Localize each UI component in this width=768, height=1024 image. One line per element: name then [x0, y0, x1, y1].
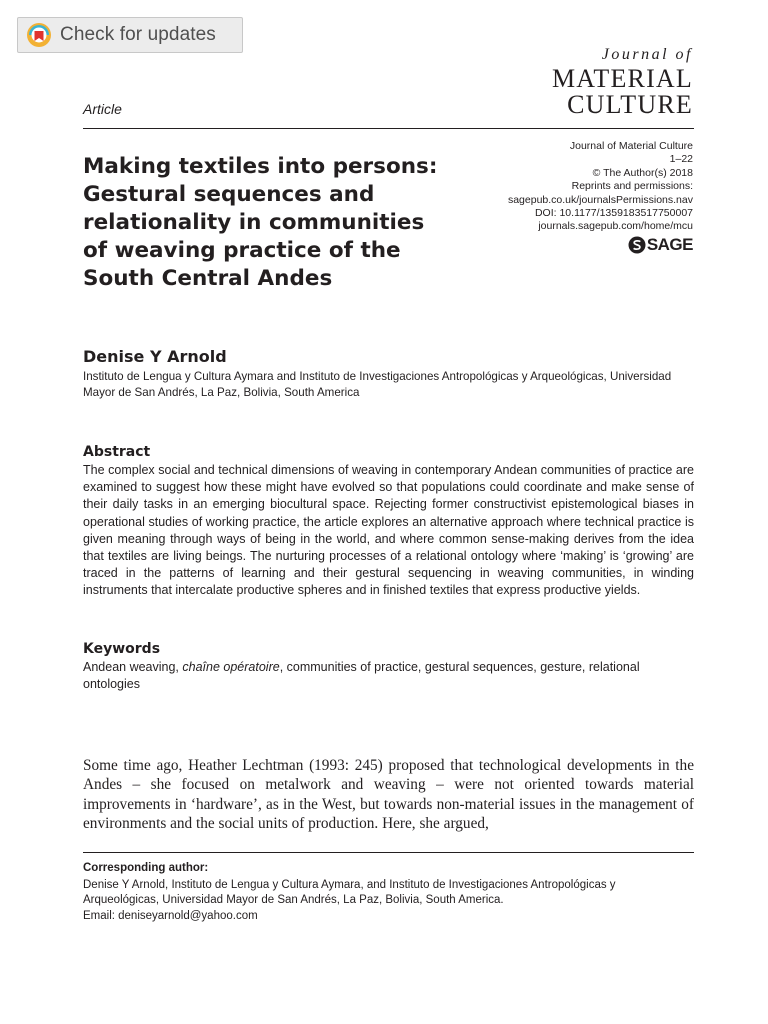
title-line: Gestural sequences and [83, 182, 375, 207]
journal-of-text: Journal of [601, 46, 693, 63]
meta-doi[interactable]: DOI: 10.1177/1359183517750007 [534, 207, 693, 220]
sage-s-icon [628, 236, 646, 254]
crossmark-icon [26, 22, 52, 48]
keywords-italic-term: chaîne opératoire [182, 660, 280, 674]
keywords-text [83, 659, 694, 693]
sage-wordmark: SAGE [646, 235, 693, 254]
corresponding-author-address: Denise Y Arnold, Instituto de Lengua y Cultura Aymara, and Instituto de Investigaciones Antropológicas y Arqueológicas, Universidad Mayor de San Andrés, La Paz, Bolivia, South America. [83, 879, 616, 907]
author-name: Denise Y Arnold [83, 347, 227, 366]
header-divider [83, 128, 694, 129]
journal-title-line1: MATERIAL [551, 64, 693, 93]
check-for-updates-button[interactable] [17, 17, 243, 53]
body-paragraph: Some time ago, Heather Lechtman (1993: 245) proposed that technological developments in the Andes – she focused on metalwork and weaving – were not oriented towards material improvements in ‘hardware’, as in the West, but towards non-material issues in the management of environments and the social units of production. Here, she argued, [83, 757, 694, 832]
meta-journal-link[interactable]: journals.sagepub.com/home/mcu [538, 220, 693, 233]
title-line: Making textiles into persons: [83, 154, 438, 179]
meta-reprints: Reprints and permissions: [571, 180, 693, 193]
meta-reprints-link[interactable]: sagepub.co.uk/journalsPermissions.nav [507, 193, 693, 206]
meta-copyright: © The Author(s) 2018 [592, 166, 693, 179]
meta-pages: 1–22 [669, 153, 693, 166]
meta-journal-name: Journal of Material Culture [569, 140, 693, 152]
abstract-text: The complex social and technical dimensions of weaving in contemporary Andean communities of practice are examined to suggest how these might have evolved so that populations could coordinate and make sense of their daily tasks in an emerging biocultural space. Rejecting former constructivist epistemological biases in operational studies of working practice, the article explores an alternative approach where technical practice is given meaning through ways of being in the world, and where common sense-making derives from the idea that textiles are living beings. The nurturing processes of a relational ontology where ‘making’ is ‘growing’ are traced in the patterns of learning and their gestural sequencing in weaving communities, in winding instruments that intercalate productive spheres and in finished textiles that express productive yields. [83, 463, 694, 598]
title-line: South Central Andes [83, 266, 333, 291]
article-type-label: Article [83, 101, 122, 117]
journal-title-line2: CULTURE [567, 90, 693, 119]
corresponding-author-heading: Corresponding author: [83, 862, 209, 874]
article-meta [508, 140, 693, 234]
title-line: relationality in communities [83, 210, 425, 235]
keywords-part: Andean weaving, [83, 660, 183, 674]
sage-logo [628, 235, 693, 255]
journal-title [552, 66, 693, 118]
corresponding-author-email[interactable]: Email: deniseyarnold@yahoo.com [83, 909, 258, 922]
check-for-updates-label: Check for updates [60, 24, 216, 45]
abstract-heading: Abstract [83, 444, 151, 460]
footnote-divider [83, 852, 694, 853]
keywords-part: , communities of practice, gestural sequences, gesture, relational ontologies [83, 660, 640, 692]
corresponding-author-details [83, 878, 694, 924]
title-line: of weaving practice of the [83, 238, 401, 263]
article-title [83, 153, 483, 293]
author-affiliation: Instituto de Lengua y Cultura Aymara and Instituto de Investigaciones Antropológicas y Arqueológicas, Universidad Mayor de San Andrés, La Paz, Bolivia, South America [83, 370, 672, 399]
keywords-heading: Keywords [83, 641, 161, 657]
